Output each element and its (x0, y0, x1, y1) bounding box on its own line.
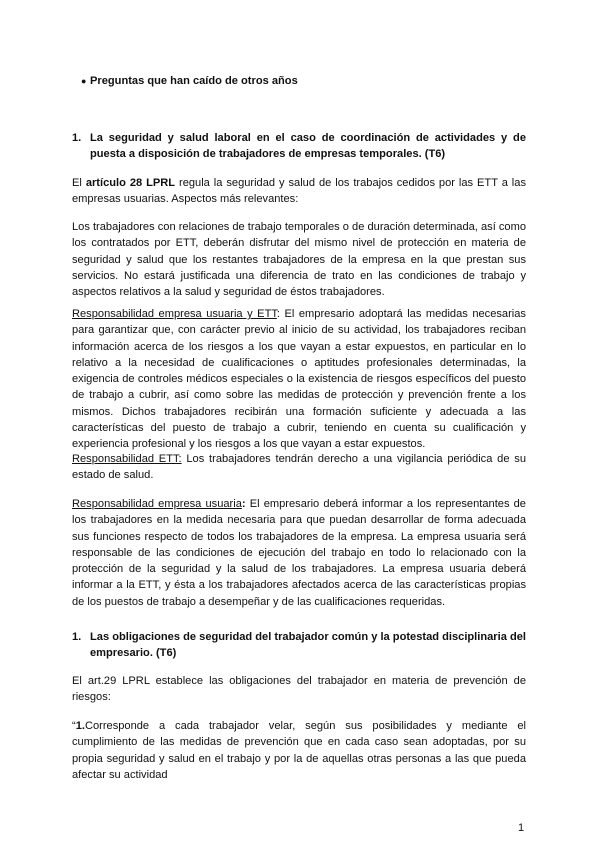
section1-intro (72, 175, 526, 208)
resp3-text: El empresario deberá informar a los representantes de los trabajadores en la medida necesaria para que puedan desarrollar de forma adecuada sus funciones respecto de todos los trabajadores de la empresa. La empresa usuaria será responsable de las condiciones de ejecución del trabajo en todo lo relacionado con la protección de la seguridad y la salud de los trabajadores. La empresa usuaria deberá informar a la ETT, y ésta a los trabajadores afectados acerca de las características propias de los puestos de trabajo a desempeñar y de las cualificaciones requeridas. (72, 498, 526, 608)
section2-number: 1. (72, 631, 82, 643)
quote-number: 1. (75, 720, 85, 732)
resp3-label: Responsabilidad empresa usuaria (72, 498, 242, 510)
section1-title: La seguridad y salud laboral en el caso de coordinación de actividades y de puesta a disposición de trabajadores de empresas temporales. (T6) (90, 132, 526, 161)
section1-heading (72, 130, 526, 163)
resp3-colon: : (241, 498, 246, 510)
bullet-icon: ● (81, 76, 87, 86)
intro-prefix: El (72, 177, 86, 189)
resp-usuaria-ett (72, 306, 526, 453)
quote-text: Corresponde a cada trabajador velar, según sus posibilidades y mediante el cumplimiento de las medidas de prevención que en cada caso sean adoptadas, por su propia seguridad y salud en el trabajo y por la de aquellas otras personas a las que pueda afectar su actividad (72, 720, 526, 781)
page-number: 1 (518, 822, 525, 834)
resp-usuaria (72, 496, 526, 610)
resp2-text: Los trabajadores tendrán derecho a una vigilancia periódica de su estado de salud. (72, 453, 526, 482)
section1-number: 1. (72, 132, 82, 144)
resp-ett (72, 451, 526, 484)
resp1-text: : El empresario adoptará las medidas necesarias para garantizar que, con carácter previo al inicio de su actividad, los trabajadores reciban información acerca de los riesgos a los que vayan a estar expuestos, en particular en lo relativo a la necesidad de cualificaciones o aptitudes profesionales determinadas, la exigencia de controles médicos especiales o la existencia de riesgos específicos del puesto de trabajo a cubrir, así como sobre las medidas de protección y prevención frente a los mismos. Dichos trabajadores recibirán una formación suficiente y adecuada a las características del puesto de trabajo a cubrir, teniendo en cuenta su cualificación y experiencia profesional y los riesgos a los que vayan a estar expuestos. (72, 308, 526, 451)
resp1-label: Responsabilidad empresa usuaria y ETT (72, 308, 277, 320)
section1-para1: Los trabajadores con relaciones de trabajo temporales o de duración determinada, así como los contratados por ETT, deberán disfrutar del mismo nivel de protección en materia de seguridad y salud que los restantes trabajadores de la empresa en la que prestan sus servicios. No estará justificada una diferencia de trato en las condiciones de trabajo y aspectos relativos a la salud y seguridad de éstos trabajadores. (72, 221, 526, 299)
section2-title: Las obligaciones de seguridad del trabajador común y la potestad disciplinaria del empresario. (T6) (90, 631, 526, 660)
intro-rest: regula la seguridad y salud de los trabajos cedidos por las ETT a las empresas usuarias. Aspectos más relevantes: (72, 177, 526, 206)
section2-quote (72, 718, 526, 783)
bullet-heading-text: Preguntas que han caído de otros años (90, 75, 298, 87)
intro-bold: artículo 28 LPRL (85, 177, 176, 189)
section2-heading (72, 629, 526, 662)
resp2-label: Responsabilidad ETT: (72, 453, 182, 465)
section2-intro: El art.29 LPRL establece las obligaciones del trabajador en materia de prevención de riesgos: (72, 675, 526, 704)
bullet-heading (81, 73, 526, 89)
quote-open: “ (72, 720, 76, 732)
